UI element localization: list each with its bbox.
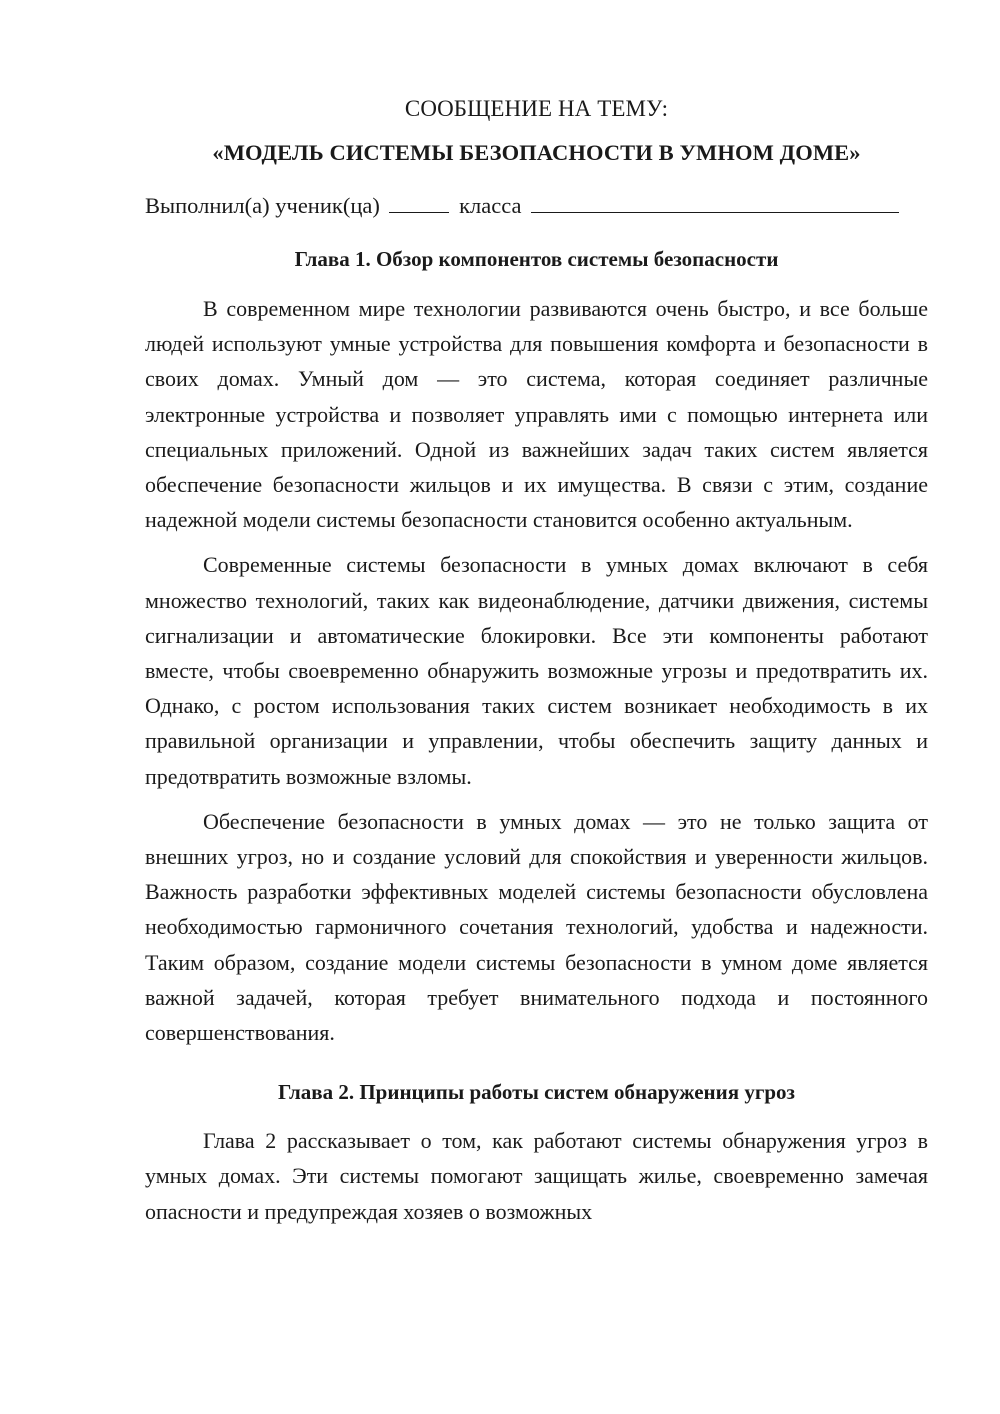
document-title-line-2: «МОДЕЛЬ СИСТЕМЫ БЕЗОПАСНОСТИ В УМНОМ ДОМЕ» xyxy=(212,140,861,165)
author-line xyxy=(145,189,928,223)
document-title-line-1: СООБЩЕНИЕ НА ТЕМУ: xyxy=(404,96,669,121)
class-number-blank xyxy=(389,190,449,213)
chapter-1-paragraph-2: Современные системы безопасности в умных домах включают в себя множество технологий, таких как видеонаблюдение, датчики движения, системы сигнализации и автоматические блокировки. Все эти компоненты работают вместе, чтобы своевременно обнаружить возможные угрозы и предотвратить их. Однако, с ростом использования таких систем возникает необходимость в их правильной организации и управлении, чтобы обеспечить защиту данных и предотвратить возможные взломы. xyxy=(145,552,928,789)
chapter-2-paragraph-1: Глава 2 рассказывает о том, как работают системы обнаружения угроз в умных домах. Эти системы помогают защищать жилье, своевременно замечая опасности и предупреждая хозяев о возможных xyxy=(145,1128,928,1224)
author-class-word: класса xyxy=(459,193,522,218)
document-page xyxy=(145,92,928,1229)
chapter-1-paragraph-1: В современном мире технологии развиваются очень быстро, и все больше людей используют умные устройства для повышения комфорта и безопасности в своих домах. Умный дом — это система, которая соединяет различные электронные устройства и позволяет управлять ими с помощью интернета или специальных приложений. Одной из важнейших задач таких систем является обеспечение безопасности жильцов и их имущества. В связи с этим, создание надежной модели системы безопасности становится особенно актуальным. xyxy=(145,296,928,533)
author-prefix: Выполнил(а) ученик(ца) xyxy=(145,193,380,218)
chapter-1-paragraph-3: Обеспечение безопасности в умных домах — это не только защита от внешних угроз, но и создание условий для спокойствия и уверенности жильцов. Важность разработки эффективных моделей системы безопасности обусловлена необходимостью гармоничного сочетания технологий, удобства и надежности. Таким образом, создание модели системы безопасности в умном доме является важной задачей, которая требует внимательного подхода и постоянного совершенствования. xyxy=(145,808,928,1046)
student-name-blank xyxy=(531,190,899,213)
chapter-1-heading: Глава 1. Обзор компонентов системы безопасности xyxy=(294,247,779,271)
chapter-2-heading: Глава 2. Принципы работы систем обнаружения угроз xyxy=(277,1080,795,1105)
